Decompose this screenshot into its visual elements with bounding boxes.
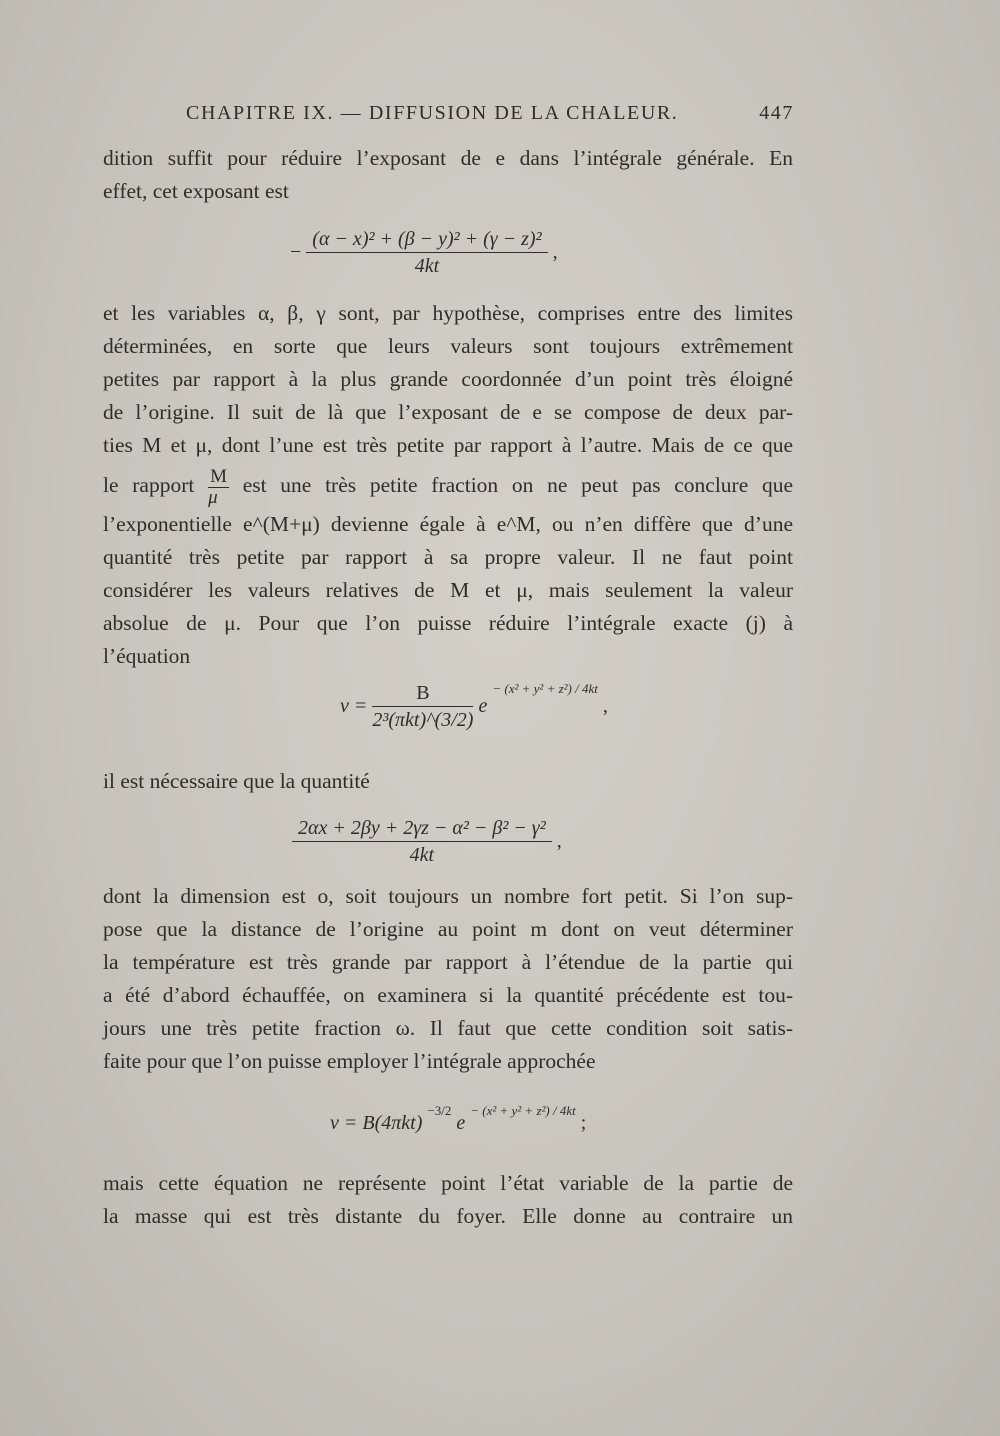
exponent: − (x² + y² + z²) / 4kt [492, 681, 598, 697]
fraction [292, 815, 552, 868]
text-line: l’exponentielle e^(M+μ) devienne égale à e^M, ou n’en diffère que d’une [103, 512, 793, 536]
paragraph-4 [103, 880, 793, 1078]
paragraph-2 [103, 297, 793, 673]
numerator: B [372, 680, 473, 707]
text-line-with-fraction [103, 462, 793, 508]
semicolon: ; [580, 1112, 587, 1134]
paragraph-3 [103, 765, 793, 798]
numerator: 2αx + 2βy + 2γz − α² − β² − γ² [292, 815, 552, 842]
equation-approx [330, 1103, 587, 1135]
equation-exponent [290, 226, 558, 279]
fraction [372, 680, 473, 733]
text-line: déterminées, en sorte que leurs valeurs sont toujours extrêmement [103, 334, 793, 358]
lhs: v = [340, 695, 368, 717]
chapter-title: CHAPITRE IX. — DIFFUSION DE LA CHALEUR. [186, 102, 679, 124]
text-line: a été d’abord échauffée, on examinera si la quantité précédente est tou- [103, 983, 793, 1007]
text-line: de l’origine. Il suit de là que l’exposant de e se compose de deux par- [103, 400, 793, 424]
lhs: v = B(4πkt) [330, 1112, 423, 1134]
text-line: dition suffit pour réduire l’exposant de e dans l’intégrale générale. En [103, 146, 793, 170]
text-line: pose que la distance de l’origine au point m dont on veut déterminer [103, 917, 793, 941]
exponent-2: − (x² + y² + z²) / 4kt [470, 1103, 576, 1118]
comma: , [556, 830, 562, 852]
comma: , [552, 241, 558, 263]
numerator: (α − x)² + (β − y)² + (γ − z)² [306, 226, 547, 253]
comma: , [602, 695, 608, 717]
text-line: la température est très grande par rapport à l’étendue de la partie qui [103, 950, 793, 974]
text-line: et les variables α, β, γ sont, par hypothèse, comprises entre des limites [103, 301, 793, 325]
text-line: jours une très petite fraction ω. Il faut que cette condition soit satis- [103, 1016, 793, 1040]
equation-v [340, 680, 608, 733]
exp-base: e [478, 695, 488, 717]
exp-base: e [456, 1112, 466, 1134]
text-line: la masse qui est très distante du foyer. Elle donne au contraire un [103, 1204, 793, 1228]
numerator: M [210, 465, 227, 487]
text-line: faite pour que l’on puisse employer l’intégrale approchée [103, 1049, 596, 1073]
page-number: 447 [759, 102, 794, 124]
denominator: 2³(πkt)^(3/2) [372, 709, 474, 731]
denominator: μ [208, 486, 218, 508]
text-line: dont la dimension est o, soit toujours un nombre fort petit. Si l’on sup- [103, 884, 793, 908]
fraction [306, 226, 547, 279]
denominator: 4kt [414, 255, 440, 277]
paragraph-5 [103, 1167, 793, 1233]
paragraph-1 [103, 142, 793, 208]
text-line: ties M et μ, dont l’une est très petite par rapport à l’autre. Mais de ce que [103, 433, 793, 457]
denominator: 4kt [409, 844, 435, 866]
text-fragment: est une très petite fraction on ne peut pas conclure que [242, 473, 794, 497]
text-line: effet, cet exposant est [103, 179, 289, 203]
text-line: quantité très petite par rapport à sa propre valeur. Il ne faut point [103, 545, 793, 569]
text-line: l’équation [103, 644, 191, 668]
exponent-1: −3/2 [427, 1103, 452, 1118]
running-header [186, 102, 794, 132]
equation-quantity [292, 815, 562, 868]
text-line: mais cette équation ne représente point l’état variable de la partie de [103, 1171, 793, 1195]
ratio-fraction [208, 467, 229, 508]
text-line: petites par rapport à la plus grande coordonnée d’un point très éloigné [103, 367, 793, 391]
minus-sign: − [290, 241, 302, 263]
text-line: absolue de μ. Pour que l’on puisse réduire l’intégrale exacte (j) à [103, 611, 793, 635]
text-fragment: le rapport [103, 473, 195, 497]
text-line: il est nécessaire que la quantité [103, 769, 370, 793]
text-line: considérer les valeurs relatives de M et μ, mais seulement la valeur [103, 578, 793, 602]
